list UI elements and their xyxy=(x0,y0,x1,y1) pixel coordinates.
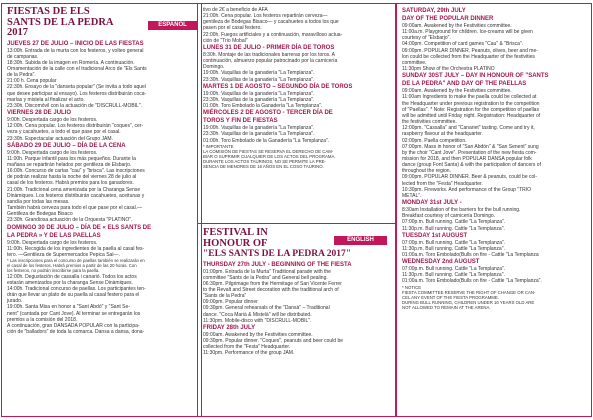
english-section-part-1 xyxy=(198,223,395,416)
event-line: que desee participar al ensayo). Los festeros distribuirán coca- xyxy=(7,90,147,97)
event-line: 22:00h. Fuegos artificiales y a continuación, maravilloso actua- xyxy=(203,31,343,38)
event-line: by the choir "Cant Jove". Presentation of the new fiesta com- xyxy=(402,149,537,156)
event-line: tero. —Gentileza de Supermercados Pepica Sal—. xyxy=(7,251,120,258)
day-heading: SÁBADO 29 DE JULIO – DÍA DE LA CENA xyxy=(7,142,126,149)
event-line: 9:00h. Despertada cargo de los festeros. xyxy=(7,117,98,124)
event-line: 9:00h. Despertada cargo de los festeros. xyxy=(7,149,98,156)
event-line: 11:30p.m. Bull running. Cattle "La Templanza". xyxy=(402,225,505,232)
day-heading: VIERNES 28 DE JULIO xyxy=(7,110,72,117)
event-line: 8:30h. Montaje de las tradicionales barreras por los toros. A xyxy=(203,51,336,58)
event-line: 18:30h. Subida de la imagen en Romería. A continuación. xyxy=(7,59,135,66)
event-line: tivo de 2€ a beneficio de AFA xyxy=(203,7,268,13)
event-line: 12:00pm. "Cassalla" and "Canariet" tasting. Come and try it, xyxy=(402,125,535,132)
title-line: "ELS SANTS DE LA PEDRA 2017" xyxy=(203,249,352,259)
event-line: the Headquarter under previous registration to the competition xyxy=(402,100,540,107)
event-line: 19:00h. Vaquillas de la ganadería "La Templanza". xyxy=(203,125,315,132)
event-line: 09:00pm. Popular dinner xyxy=(203,299,258,306)
event-line: 09:30pm. Popular dinner. "Coques", peanuts and beer could be xyxy=(203,338,344,345)
language-badge-english: ENGLISH xyxy=(334,236,387,245)
title-line: 2017 xyxy=(7,27,28,38)
event-line: 22:30h. Ensayo de la "danseta popular" (Se invita a todo aquel xyxy=(7,84,146,91)
event-line: 02:00pm. Paella competition. xyxy=(402,137,467,144)
title-line: FIESTAS DE ELS xyxy=(7,6,90,17)
event-line: nent" (cantada por Cant Jove). Al terminar se entregarán los xyxy=(7,310,141,317)
event-line: 01:00a.m. Toro Embolado(Bulls on fire - Cattle "La Templanza xyxy=(402,252,539,258)
event-line: lon could be collected from the Headquarter of the festivities xyxy=(402,53,535,60)
event-line: 9:00h. Despertada cargo de los festeros. xyxy=(7,239,98,246)
event-line: 21:00 h. Cena popular xyxy=(7,78,57,85)
event-line: 11:30pm Show of the Orchestra PLATINO xyxy=(402,66,495,73)
event-line: de podrán realizar hasta la noche del viernes 28 de julio al xyxy=(7,174,137,181)
title-line: SANTS DE LA PEDRA xyxy=(7,16,114,28)
event-line: Dinàmiques. Los festeros distribuirán cacahuetes, aceitunas y xyxy=(7,192,145,199)
event-line: 09:30pm. General rehearsals of the "Dansà" – Traditional xyxy=(203,305,330,312)
english-schedule-part-2 xyxy=(402,8,587,311)
event-line: marías y mistela al finalizar el acto. xyxy=(7,96,85,103)
event-line: 11:30p.m. Bull running. Cattle "La Templanza". xyxy=(402,245,505,252)
day-heading: DE LA PEDRA" AND DAY OF THE PAELLAS xyxy=(402,81,527,88)
event-line: throughout the region. xyxy=(402,168,451,175)
event-line: 01:00h. Toro Embolado la Ganadería "La Templanza". xyxy=(203,103,323,110)
event-line: 16:00h. Concurso de cartas "cau" y "brisca". Las inscripciones xyxy=(7,168,145,175)
event-line: pasen por el casal festero. xyxy=(203,25,262,32)
event-line: 09:00am. Awakened by the Festivities committee. xyxy=(402,23,512,29)
event-line: 11:00h. Recogida de los ingredientes de la paella al casal fes- xyxy=(7,245,145,252)
spanish-program-column xyxy=(1,3,202,417)
day-heading: WEDNESDAY 2nd AUGUST xyxy=(402,259,480,266)
event-line: Domingo. xyxy=(203,64,225,71)
notice-line: * IMPORTANTE xyxy=(203,143,234,149)
event-line: of "Paellas". * Note: Registration for the competition of paellas xyxy=(402,106,539,113)
event-line: 23:30h. Vaquillas de la ganadería "La Templanza". xyxy=(203,96,315,103)
event-line: jurado. xyxy=(7,298,23,305)
event-line: 11:30pm. Mobile-disco with "DISCRULL-MOBIL". xyxy=(203,317,312,324)
day-heading: SATURDAY, 29th JULY xyxy=(402,8,466,14)
day-heading: TOROS Y FIN DE FIESTAS xyxy=(203,118,278,125)
event-line: mission for 2018, and then POPULAR DANSA popular folk xyxy=(402,155,532,162)
event-line: 23:30h. Vaquillas de la ganadería "La Templanza". xyxy=(203,76,315,83)
event-line: to the Revalt and Street decoration with the traditional arch of xyxy=(203,286,339,293)
event-line: Ornamentación de la calle con el tradicional Arco de "Els Sants xyxy=(7,65,147,72)
event-line: de campanas. xyxy=(7,53,39,60)
language-badge-spanish: ESPAÑOL xyxy=(148,21,197,30)
event-line: 09:00pm. POPULAR DINNER. Beer & peanuts, could be col- xyxy=(402,174,538,181)
event-line: 11:30p.m. Bull running. Cattle "La Templanza". xyxy=(402,272,505,279)
day-heading: DAY OF THE POPULAR DINNER xyxy=(402,16,494,22)
english-schedule-part-1 xyxy=(203,262,391,357)
event-line: dance. "Coca Marià & Mistelà" will be distributed. xyxy=(203,311,312,318)
title-line: HONOUR OF xyxy=(203,237,268,249)
event-line: 23:30h. Espectacular actuación del Grupo JAM. xyxy=(7,135,113,142)
notice-line: los festeros, no podrán inscribirse para la paella. xyxy=(7,268,100,274)
event-line: ción de "Trio Mobal" xyxy=(203,37,248,44)
notice-line: NOT ALLOWED TO REMAIN AT THE ARENA. xyxy=(402,305,491,311)
title-line: FESTIVAL IN xyxy=(203,227,268,238)
day-heading: MONDAY 31st JULY - xyxy=(402,200,462,207)
event-line: 19:00h. Vaquillas de la ganadería "La Templanza". xyxy=(203,70,315,77)
event-line: casal de los festeros. Habrá premios para los ganadores. xyxy=(7,180,134,187)
event-line: committee "Sants de la Pedra" and General bell pealing. xyxy=(203,274,328,281)
day-heading: LA PEDRA » Y DE LAS PAELLAS xyxy=(7,232,101,239)
notice-line: DURING BULL RUNNING, CHILDREN UNDER 16 YEARS OLD ARE xyxy=(402,300,535,306)
event-line: Breakfast courtesy of carnicería Domingo. xyxy=(402,213,496,220)
event-line: También habrá cerveza para todo el que pase por el casal.— xyxy=(7,205,143,212)
event-line: 04:00pm. Competition of card games "Cau" & "Brisca". xyxy=(402,41,524,48)
event-line: 11:00am Ingredients to make the paella could be collected at xyxy=(402,94,537,101)
notice-line: BIAR O SUPRIMIR CUALQUIER DE LOS ACTOS DEL PROGRAMA. xyxy=(203,154,336,160)
event-line: 01:00pm. Entrada de la Murta" Traditional parade with the xyxy=(203,268,331,275)
event-line: gentileza de Bodegas Bisaco— y cacahuetes a todos los que xyxy=(203,19,339,26)
event-line: 09:00am. Awakened by the Festivities committee. xyxy=(402,88,512,95)
event-line: 01:00h. Toro Embolado de la Ganadería "La Templanza". xyxy=(203,137,330,144)
day-heading: THURSDAY 27th JULY - BEGINNING OF THE FIESTA xyxy=(203,261,352,268)
event-line: 11:00a.m. Playground for children. Ice-creams will be given xyxy=(402,29,533,36)
event-line: ción de "balladors" de toda la comarca. Dansa a dansa, dona- xyxy=(7,329,145,336)
event-line: "Sants de la Pedra" xyxy=(203,293,247,300)
notice-line: * Las inscripciones para el concurso de paellas también se realizarán en xyxy=(7,258,145,264)
day-heading: SUNDAY 30ST JULY – DAY IN HONOUR OF "SANTS xyxy=(402,73,549,80)
event-line: 21:00h. Tradicional cena amenizada por la Charanga Sense xyxy=(7,186,141,193)
event-line: A continuación, gran DANSADA POPULAR con la participa- xyxy=(7,322,140,329)
event-line: 14:00h. Tradicional concurso de paellas. Los participantes ten- xyxy=(7,285,146,292)
event-line: 19:00h. Vaquillas de la ganadería "La Templanza". xyxy=(203,90,315,97)
day-heading: LUNES 31 DE JULIO - PRIMER DÍA DE TOROS xyxy=(203,44,335,51)
event-line: committee. xyxy=(402,59,427,66)
event-line: sandía por todas las mesas. xyxy=(7,198,70,205)
event-line: 09:00pm. POPULAR DINNER. Peanuts, olives, beer and me- xyxy=(402,47,538,54)
event-line: courtesy of "Elsbarjo". xyxy=(402,35,451,42)
event-line: lected from the "Festa" Headquarter. xyxy=(402,180,483,187)
event-line: mañana se repartirán helados por gentileza de Elsbarjo. xyxy=(7,162,132,168)
event-line: 23:30h. Grandiosa actuación de la Orquesta "PLATINO". xyxy=(7,217,133,224)
event-line: drán que llevar un plato de su paella al casal festero para el xyxy=(7,292,140,299)
notice-line: FIESTA COMMITTEE RESERVE THE RIGHT OF CHANGE OR CAN- xyxy=(402,289,536,295)
event-line: 23:30h. Discomóvil con la actuación de "DISCRULL-MOBIL". xyxy=(7,102,142,109)
event-line: 12:00h. Cena popular. Los festeros distribuirán "coques", cer- xyxy=(7,123,144,130)
event-line: 07:00p.m. Bull running. Cattle "La Templanza". xyxy=(402,219,506,226)
event-line: Gentileza de Bodegas Bisaco xyxy=(7,211,73,218)
event-line: 07:00p.m. Bull running. Cattle "La Templanza". xyxy=(402,266,506,273)
spanish-schedule-part-1 xyxy=(7,41,197,336)
event-line: continuación, almuerzo popular patrocinado por la carnicería xyxy=(203,58,338,65)
event-line: 07:00pm. Mass in honor of "San Abdón" & "San Senent" sung xyxy=(402,143,539,150)
day-heading: DOMINGO 30 DE JULIO – DÍA DE « ELS SANTS DE xyxy=(7,224,152,231)
event-line: 09:00am. Awakened by the Festivities committee. xyxy=(203,331,313,338)
event-line: the festivities committee. xyxy=(402,119,457,126)
event-line: 12:00h. Degustación de cassalla i canarió. Todos los actos xyxy=(7,273,137,280)
notice-line: LA COMISIÓN DE FIESTAS SE RESERVA EL DERECHO DE CAM- xyxy=(203,148,334,154)
event-line: will be admitted until Friday night. Registration: Headquarter of xyxy=(402,112,541,119)
day-heading: MIÉRCOLES 2 DE AGOSTO - TERCER DÍA DE xyxy=(203,110,333,117)
day-heading: TUESDAY 1st AUGUST xyxy=(402,232,468,239)
event-line: 06:30pm. Pilgrimage from the Hermitage of San Vicente Ferrer xyxy=(203,280,342,287)
notice-line: DURANTE LOS ACTOS TAURINOS, NO SE PERMITE LA PRE- xyxy=(203,159,326,165)
day-heading: MARTES 1 DE AGOSTO – SEGUNDO DÍA DE TOROS xyxy=(203,83,353,90)
event-line: 01:00a.m. Toro Embolado(Bulls on fire - Cattle "La Templanza". xyxy=(402,278,542,285)
event-line: 8:30am Installation of the barriers for the bull running. xyxy=(402,207,521,214)
event-line: 23:30h. Vaquillas de la ganadería "La Templanza". xyxy=(203,131,315,138)
event-line: dance (group Font Santa) & with the participation of dancers of xyxy=(402,162,541,169)
spanish-schedule-part-2 xyxy=(203,7,391,170)
day-heading: FRIDAY 28th JULY xyxy=(203,324,256,331)
event-line: 11:30pm. Performance of the group JAM. xyxy=(203,350,295,357)
event-line: estarán amenizados por la charanga Sense Dinàmiques. xyxy=(7,279,133,286)
day-heading: JUEVES 27 DE JULIO – INICIO DE LAS FIESTAS xyxy=(7,40,144,47)
event-line: 11:00h. Parque infantil para los más pequeños. Durante la xyxy=(7,155,136,162)
notice-line: el casal de los festeros. Habrá premios a partir de las 20 horas. Con xyxy=(7,263,137,269)
notice-line: CEL ANY EVENT OF THE FIESTA PROGRAMME. xyxy=(402,295,499,301)
notice-line: SENCIA DE MENORES DE 16 AÑOS EN EL COSO TAURINO. xyxy=(203,164,324,170)
english-program-column xyxy=(396,3,592,417)
event-line: 19:00h. Santa Misa en honor a "Sant Abdó" y "Sant Se- xyxy=(7,304,130,311)
event-line: raspberry flavour at the headquarter. xyxy=(402,131,483,138)
event-line: 21:00h. Cena popular. Los festeros repartirán cerveza— xyxy=(203,13,328,20)
event-line: veza y cacahuetes, a todo el que pase por el casal. xyxy=(7,129,121,136)
event-line: collected from the "Festa" Headquarter. xyxy=(203,344,291,351)
event-line: 10:30pm. Fireworks. And performance of the Group "TRIO xyxy=(402,186,532,193)
middle-column xyxy=(197,3,396,417)
event-line: de la Pedra". xyxy=(7,72,36,79)
event-line: METAL". xyxy=(402,192,422,199)
notice-line: * NOTICE xyxy=(402,284,422,290)
event-line: premios a la comisión del 2018. xyxy=(7,316,78,323)
event-line: 07:00p.m. Bull running. Cattle "La Templanza". xyxy=(402,239,506,246)
event-line: 13:00h. Entrada de la murta con los festeros, y volteo general xyxy=(7,47,144,54)
